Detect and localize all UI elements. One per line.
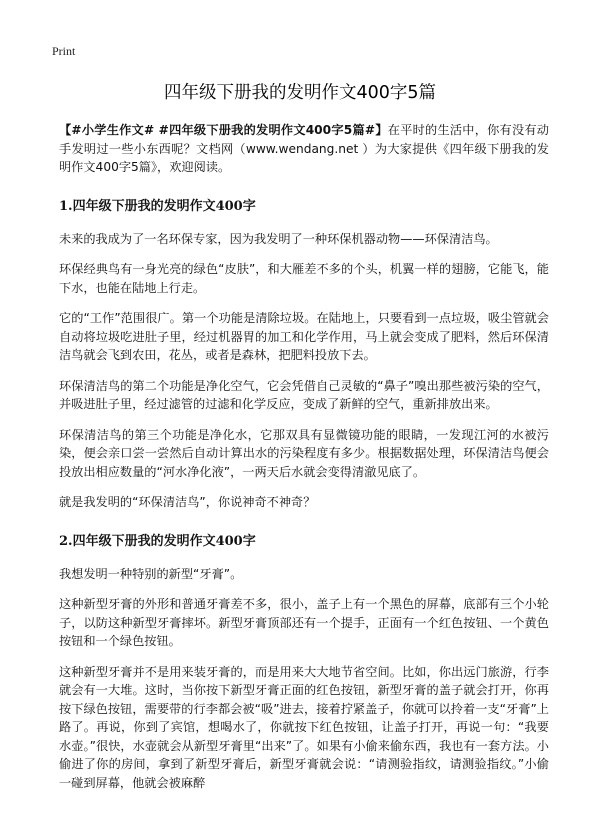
paragraph: 这种新型牙膏的外形和普通牙膏差不多，很小，盖子上有一个黑色的屏幕，底部有三个小轮子，以防这种新型牙膏摔坏。新型牙膏顶部还有一个提手，正面有一个红色按钮、一个黄色按钮和一个绿色按钮。 — [59, 597, 549, 648]
paragraph: 未来的我成为了一名环保专家，因为我发明了一种环保机器动物——环保清洁鸟。 — [59, 231, 498, 246]
paragraph: 就是我发明的“环保清洁鸟”，你说神奇不神奇？ — [59, 495, 316, 509]
article-body — [59, 121, 549, 804]
paragraph: 环保经典鸟有一身光亮的绿色“皮肤”，和大雁差不多的个头，机翼一样的翅膀，它能飞，能下水，也能在陆地上行走。 — [59, 262, 549, 295]
paragraph: 这种新型牙膏并不是用来装牙膏的，而是用来大大地节省空间。比如，你出远门旅游，行李就会有一大堆。这时，当你按下新型牙膏正面的红色按钮，新型牙膏的盖子就会打开，你再按下绿色按钮，需要带的行李都会被“吸”进去，接着拧紧盖子，你就可以拎着一支“牙膏”上路了。再说，你到了宾馆，想喝水了，你就按下红色按钮，让盖子打开，再说一句：“我要水壶。”很快，水壶就会从新型牙膏里“出来”了。如果有小偷来偷东西，我也有一套方法。小偷进了你的房间，拿到了新型牙膏后，新型牙膏就会说：“请测验指纹，请测验指纹。”小偷一碰到屏幕，他就会被麻醉 — [59, 664, 549, 790]
print-link[interactable]: Print — [52, 44, 76, 58]
paragraph: 我想发明一种特别的新型“牙膏”。 — [59, 566, 243, 581]
section-heading: 2.四年级下册我的发明作文400字 — [59, 533, 256, 549]
page-title: 四年级下册我的发明作文400字5篇 — [163, 83, 437, 103]
paragraph: 环保清洁鸟的第二个功能是净化空气，它会凭借自己灵敏的“鼻子”嗅出那些被污染的空气，并吸进肚子里，经过滤管的过滤和化学反应，变成了新鲜的空气，重新排放出来。 — [59, 378, 549, 411]
intro-text: 在平时的生活中，你有没有动手发明过一些小东西呢？文档网（www.wendang.net ）为大家提供《四年级下册我的发明作文400字5篇》，欢迎阅读。 — [59, 123, 549, 174]
paragraph: 环保清洁鸟的第三个功能是净化水，它那双具有显微镜功能的眼睛，一发现江河的水被污染，便会亲口尝一尝然后自动计算出水的污染程度有多少。根据数据处理，环保清洁鸟便会投放出相应数量的“河水净化液”，一两天后水就会变得清澈见底了。 — [59, 427, 549, 479]
intro-paragraph — [59, 121, 549, 177]
section-heading: 1.四年级下册我的发明作文400字 — [59, 198, 256, 214]
intro-tag: 【#小学生作文# #四年级下册我的发明作文400字5篇#】 — [59, 123, 388, 137]
paragraph: 它的“工作”范围很广。第一个功能是清除垃圾。在陆地上，只要看到一点垃圾，吸尘管就会自动将垃圾吃进肚子里，经过机器胃的加工和化学作用，马上就会变成了肥料，然后环保清洁鸟就会飞到农田，花丛，或者是森林，把肥料投放下去。 — [59, 311, 549, 362]
